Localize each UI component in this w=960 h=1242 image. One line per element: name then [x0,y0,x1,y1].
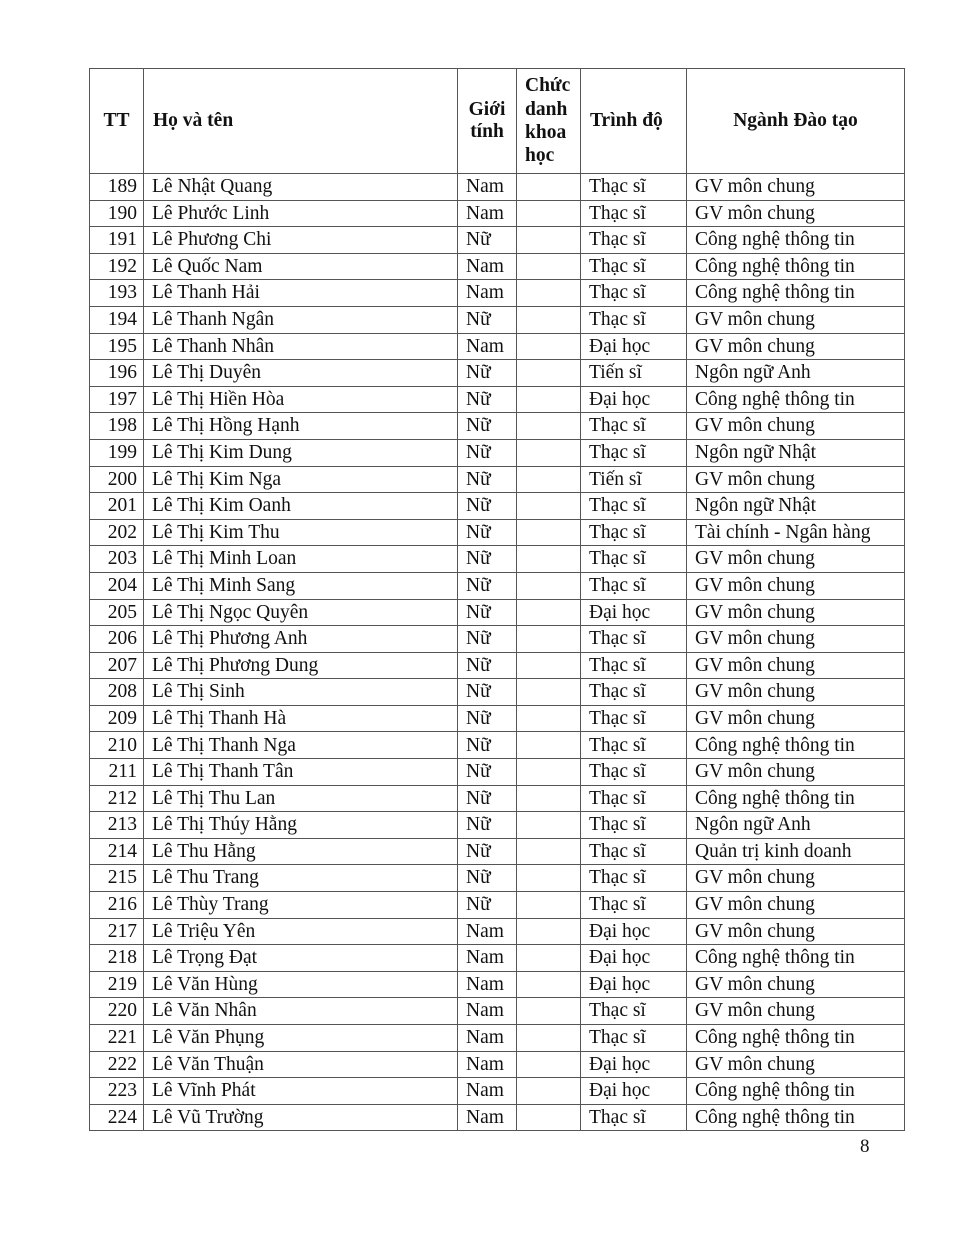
cell-gender: Nam [458,1104,517,1131]
cell-gender: Nam [458,174,517,201]
cell-degree-level: Thạc sĩ [581,812,687,839]
cell-gender: Nữ [458,386,517,413]
cell-degree-level: Thạc sĩ [581,998,687,1025]
cell-major: Công nghệ thông tin [687,1025,905,1052]
cell-row-number: 211 [90,759,144,786]
cell-degree-level: Đại học [581,945,687,972]
cell-row-number: 222 [90,1051,144,1078]
table-row [90,572,905,599]
cell-gender: Nữ [458,546,517,573]
cell-row-number: 210 [90,732,144,759]
cell-degree-level: Thạc sĩ [581,732,687,759]
cell-academic-title [517,1078,581,1105]
cell-academic-title [517,519,581,546]
cell-row-number: 203 [90,546,144,573]
cell-major: GV môn chung [687,1051,905,1078]
cell-gender: Nữ [458,759,517,786]
cell-gender: Nam [458,945,517,972]
cell-degree-level: Thạc sĩ [581,280,687,307]
cell-full-name: Lê Văn Phụng [144,1025,458,1052]
cell-academic-title [517,599,581,626]
cell-row-number: 208 [90,679,144,706]
cell-full-name: Lê Văn Thuận [144,1051,458,1078]
table-row [90,227,905,254]
cell-gender: Nam [458,333,517,360]
cell-major: Công nghệ thông tin [687,945,905,972]
cell-gender: Nam [458,918,517,945]
cell-row-number: 191 [90,227,144,254]
cell-full-name: Lê Thị Phương Dung [144,652,458,679]
cell-gender: Nam [458,1078,517,1105]
cell-academic-title [517,679,581,706]
cell-full-name: Lê Thị Thanh Tân [144,759,458,786]
cell-degree-level: Thạc sĩ [581,892,687,919]
cell-full-name: Lê Thị Ngọc Quyên [144,599,458,626]
cell-degree-level: Thạc sĩ [581,546,687,573]
cell-academic-title [517,812,581,839]
header-major-inner [687,69,904,173]
cell-full-name: Lê Thị Kim Oanh [144,493,458,520]
table-row [90,519,905,546]
cell-row-number: 206 [90,626,144,653]
cell-row-number: 189 [90,174,144,201]
cell-gender: Nữ [458,439,517,466]
cell-row-number: 223 [90,1078,144,1105]
cell-full-name: Lê Vĩnh Phát [144,1078,458,1105]
cell-full-name: Lê Phước Linh [144,200,458,227]
cell-major: Công nghệ thông tin [687,253,905,280]
cell-degree-level: Thạc sĩ [581,493,687,520]
cell-gender: Nữ [458,732,517,759]
header-tt: TT [90,69,144,174]
cell-full-name: Lê Thị Minh Loan [144,546,458,573]
cell-row-number: 220 [90,998,144,1025]
cell-full-name: Lê Thị Kim Dung [144,439,458,466]
cell-full-name: Lê Quốc Nam [144,253,458,280]
header-major-label: Ngành Đào tạo [733,110,858,131]
header-major [687,69,905,174]
cell-academic-title [517,439,581,466]
cell-major: Ngôn ngữ Anh [687,812,905,839]
cell-major: GV môn chung [687,333,905,360]
cell-row-number: 214 [90,838,144,865]
cell-full-name: Lê Thanh Nhân [144,333,458,360]
cell-degree-level: Thạc sĩ [581,705,687,732]
cell-major: GV môn chung [687,413,905,440]
table-row [90,466,905,493]
cell-major: GV môn chung [687,546,905,573]
cell-major: GV môn chung [687,679,905,706]
cell-academic-title [517,945,581,972]
cell-degree-level: Tiến sĩ [581,360,687,387]
cell-major: GV môn chung [687,626,905,653]
cell-academic-title [517,546,581,573]
table-row [90,360,905,387]
cell-academic-title [517,1025,581,1052]
cell-full-name: Lê Thị Thanh Nga [144,732,458,759]
cell-full-name: Lê Thùy Trang [144,892,458,919]
cell-degree-level: Thạc sĩ [581,519,687,546]
cell-gender: Nữ [458,599,517,626]
cell-degree-level: Đại học [581,333,687,360]
table-row [90,626,905,653]
cell-major: GV môn chung [687,998,905,1025]
table-row [90,998,905,1025]
table-row [90,892,905,919]
cell-row-number: 201 [90,493,144,520]
cell-gender: Nam [458,200,517,227]
cell-gender: Nữ [458,705,517,732]
table-row [90,333,905,360]
cell-full-name: Lê Thị Thúy Hằng [144,812,458,839]
cell-full-name: Lê Văn Nhân [144,998,458,1025]
table-row [90,1104,905,1131]
cell-degree-level: Đại học [581,386,687,413]
cell-gender: Nữ [458,519,517,546]
cell-degree-level: Đại học [581,599,687,626]
cell-full-name: Lê Thị Hồng Hạnh [144,413,458,440]
cell-major: Công nghệ thông tin [687,732,905,759]
table-row [90,493,905,520]
cell-gender: Nữ [458,679,517,706]
cell-row-number: 224 [90,1104,144,1131]
cell-major: Công nghệ thông tin [687,785,905,812]
cell-major: GV môn chung [687,174,905,201]
table-row [90,1078,905,1105]
cell-row-number: 204 [90,572,144,599]
cell-row-number: 195 [90,333,144,360]
cell-row-number: 192 [90,253,144,280]
cell-gender: Nữ [458,572,517,599]
header-row [90,69,905,174]
cell-gender: Nữ [458,413,517,440]
cell-academic-title [517,759,581,786]
cell-gender: Nữ [458,865,517,892]
cell-academic-title [517,892,581,919]
cell-major: GV môn chung [687,599,905,626]
table-row [90,865,905,892]
cell-row-number: 207 [90,652,144,679]
cell-gender: Nữ [458,838,517,865]
cell-academic-title [517,200,581,227]
cell-academic-title [517,652,581,679]
cell-academic-title [517,306,581,333]
cell-degree-level: Thạc sĩ [581,413,687,440]
cell-academic-title [517,572,581,599]
cell-gender: Nam [458,253,517,280]
cell-major: Tài chính - Ngân hàng [687,519,905,546]
cell-academic-title [517,386,581,413]
header-academic-title: Chức danh khoa học [517,69,581,174]
cell-major: GV môn chung [687,652,905,679]
table-body [90,174,905,1131]
cell-degree-level: Thạc sĩ [581,1025,687,1052]
table-row [90,200,905,227]
table-row [90,439,905,466]
cell-degree-level: Tiến sĩ [581,466,687,493]
cell-academic-title [517,626,581,653]
table-row [90,1051,905,1078]
cell-major: GV môn chung [687,759,905,786]
cell-full-name: Lê Triệu Yên [144,918,458,945]
table-header [90,69,905,174]
cell-row-number: 197 [90,386,144,413]
cell-major: GV môn chung [687,918,905,945]
cell-gender: Nữ [458,785,517,812]
cell-row-number: 217 [90,918,144,945]
table-row [90,280,905,307]
cell-academic-title [517,1104,581,1131]
cell-full-name: Lê Thu Hằng [144,838,458,865]
cell-academic-title [517,918,581,945]
cell-major: Công nghệ thông tin [687,1104,905,1131]
cell-gender: Nữ [458,360,517,387]
table-row [90,546,905,573]
cell-major: Công nghệ thông tin [687,227,905,254]
cell-full-name: Lê Trọng Đạt [144,945,458,972]
header-gender: Giới tính [458,69,517,174]
cell-full-name: Lê Thị Kim Thu [144,519,458,546]
cell-academic-title [517,466,581,493]
table-row [90,918,905,945]
cell-major: GV môn chung [687,572,905,599]
cell-row-number: 202 [90,519,144,546]
cell-degree-level: Thạc sĩ [581,838,687,865]
cell-degree-level: Thạc sĩ [581,200,687,227]
cell-full-name: Lê Thị Hiền Hòa [144,386,458,413]
cell-full-name: Lê Thị Thanh Hà [144,705,458,732]
cell-degree-level: Thạc sĩ [581,626,687,653]
cell-academic-title [517,413,581,440]
cell-degree-level: Thạc sĩ [581,572,687,599]
cell-degree-level: Thạc sĩ [581,253,687,280]
cell-row-number: 219 [90,971,144,998]
cell-full-name: Lê Thị Kim Nga [144,466,458,493]
cell-degree-level: Đại học [581,971,687,998]
cell-degree-level: Thạc sĩ [581,785,687,812]
cell-gender: Nữ [458,652,517,679]
table-row [90,945,905,972]
cell-gender: Nữ [458,306,517,333]
cell-row-number: 205 [90,599,144,626]
cell-major: Ngôn ngữ Nhật [687,439,905,466]
cell-major: GV môn chung [687,892,905,919]
cell-academic-title [517,253,581,280]
cell-degree-level: Thạc sĩ [581,679,687,706]
cell-degree-level: Thạc sĩ [581,865,687,892]
cell-gender: Nữ [458,493,517,520]
cell-gender: Nữ [458,892,517,919]
cell-degree-level: Đại học [581,1051,687,1078]
cell-gender: Nam [458,998,517,1025]
cell-row-number: 199 [90,439,144,466]
cell-full-name: Lê Nhật Quang [144,174,458,201]
cell-full-name: Lê Thanh Ngân [144,306,458,333]
cell-major: GV môn chung [687,865,905,892]
cell-gender: Nữ [458,812,517,839]
cell-academic-title [517,785,581,812]
cell-gender: Nữ [458,626,517,653]
cell-academic-title [517,705,581,732]
cell-row-number: 193 [90,280,144,307]
cell-academic-title [517,838,581,865]
cell-degree-level: Thạc sĩ [581,652,687,679]
cell-full-name: Lê Thị Sinh [144,679,458,706]
cell-full-name: Lê Văn Hùng [144,971,458,998]
cell-degree-level: Đại học [581,1078,687,1105]
cell-major: Công nghệ thông tin [687,280,905,307]
cell-full-name: Lê Vũ Trường [144,1104,458,1131]
cell-major: Công nghệ thông tin [687,386,905,413]
cell-academic-title [517,360,581,387]
cell-full-name: Lê Thị Minh Sang [144,572,458,599]
cell-row-number: 196 [90,360,144,387]
table-row [90,785,905,812]
table-row [90,679,905,706]
cell-row-number: 209 [90,705,144,732]
cell-full-name: Lê Thị Phương Anh [144,626,458,653]
table-row [90,306,905,333]
cell-major: GV môn chung [687,971,905,998]
cell-major: Công nghệ thông tin [687,1078,905,1105]
cell-major: Ngôn ngữ Nhật [687,493,905,520]
cell-academic-title [517,865,581,892]
cell-academic-title [517,998,581,1025]
table-row [90,971,905,998]
cell-major: Ngôn ngữ Anh [687,360,905,387]
cell-academic-title [517,333,581,360]
table-row [90,652,905,679]
cell-degree-level: Thạc sĩ [581,759,687,786]
cell-academic-title [517,227,581,254]
cell-row-number: 190 [90,200,144,227]
cell-row-number: 212 [90,785,144,812]
cell-row-number: 218 [90,945,144,972]
cell-row-number: 215 [90,865,144,892]
table-row [90,705,905,732]
cell-degree-level: Đại học [581,918,687,945]
cell-academic-title [517,732,581,759]
cell-major: GV môn chung [687,200,905,227]
cell-academic-title [517,493,581,520]
staff-table [89,68,905,1131]
cell-gender: Nữ [458,466,517,493]
table-row [90,1025,905,1052]
cell-row-number: 213 [90,812,144,839]
cell-row-number: 198 [90,413,144,440]
cell-row-number: 194 [90,306,144,333]
page-number: 8 [860,1136,870,1157]
cell-row-number: 216 [90,892,144,919]
cell-academic-title [517,174,581,201]
header-degree-level: Trình độ [581,69,687,174]
cell-row-number: 221 [90,1025,144,1052]
cell-major: GV môn chung [687,705,905,732]
cell-degree-level: Thạc sĩ [581,439,687,466]
cell-degree-level: Thạc sĩ [581,227,687,254]
cell-degree-level: Thạc sĩ [581,306,687,333]
cell-academic-title [517,1051,581,1078]
table-row [90,838,905,865]
cell-gender: Nam [458,971,517,998]
cell-gender: Nữ [458,227,517,254]
cell-major: GV môn chung [687,306,905,333]
table-row [90,174,905,201]
cell-gender: Nam [458,280,517,307]
cell-major: Quản trị kinh doanh [687,838,905,865]
table-row [90,599,905,626]
cell-academic-title [517,280,581,307]
cell-academic-title [517,971,581,998]
cell-gender: Nam [458,1025,517,1052]
table-row [90,759,905,786]
cell-full-name: Lê Thu Trang [144,865,458,892]
table-row [90,732,905,759]
cell-degree-level: Thạc sĩ [581,174,687,201]
cell-gender: Nam [458,1051,517,1078]
table-row [90,253,905,280]
cell-degree-level: Thạc sĩ [581,1104,687,1131]
table-row [90,413,905,440]
header-name: Họ và tên [144,69,458,174]
cell-major: GV môn chung [687,466,905,493]
cell-full-name: Lê Thị Thu Lan [144,785,458,812]
table-row [90,812,905,839]
cell-full-name: Lê Thị Duyên [144,360,458,387]
cell-full-name: Lê Phương Chi [144,227,458,254]
cell-row-number: 200 [90,466,144,493]
table-row [90,386,905,413]
cell-full-name: Lê Thanh Hải [144,280,458,307]
